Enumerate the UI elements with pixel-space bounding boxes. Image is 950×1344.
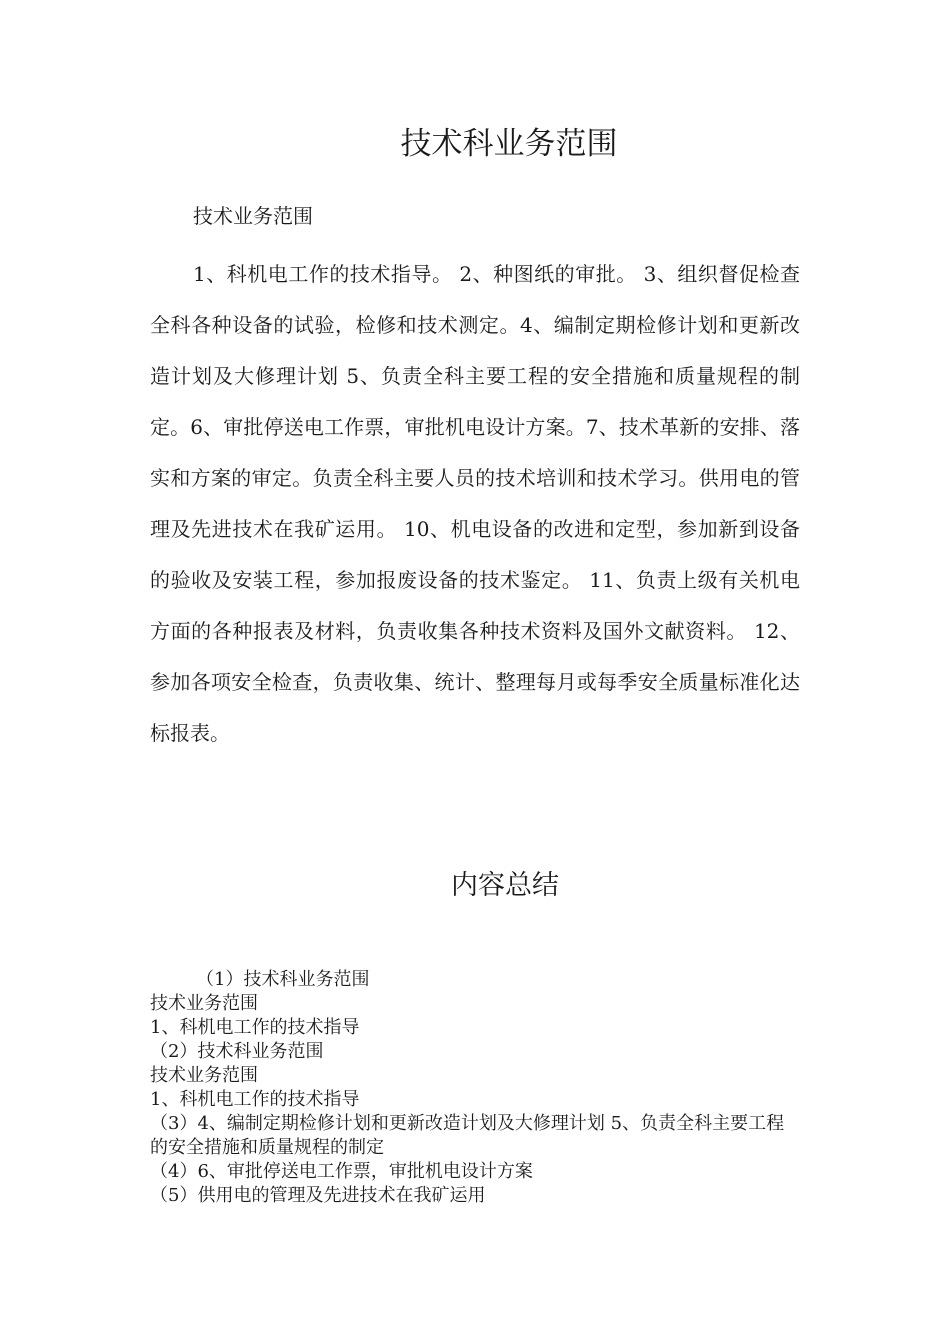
summary-line: （1）技术科业务范围 [196, 969, 370, 990]
summary-title: 内容总结 [451, 870, 559, 901]
summary-line: （5）供用电的管理及先进技术在我矿运用 [150, 1185, 486, 1206]
document-body: 1、科机电工作的技术指导。 2、种图纸的审批。 3、组织督促检查全科各种设备的试验，检修和技术测定。4、编制定期检修计划和更新改造计划及大修理计划 5、负责全科主要工程的安全措施和质量规程的制定。6、审批停送电工作票，审批机电设计方案。7、技术革新的安排、落实和方案的审定。负责全科主要人员的技术培训和技术学习。供用电的管理及先进技术在我矿运用。 10、机电设备的改进和定型，参加新到设备的验收及安装工程，参加报废设备的技术鉴定。 11、负责上级有关机电方面的各种报表及材料，负责收集各种技术资料及国外文献资料。 12、参加各项安全检查，负责收集、统计、整理每月或每季安全质量标准化达标报表。 [150, 262, 800, 745]
summary-line: 技术业务范围 [150, 1065, 258, 1086]
summary-line: （2）技术科业务范围 [150, 1041, 324, 1062]
document-title: 技术科业务范围 [400, 126, 618, 162]
summary-line: （3）4、编制定期检修计划和更新改造计划及大修理计划 5、负责全科主要工程的安全措施和质量规程的制定 [150, 1113, 785, 1158]
document-subtitle: 技术业务范围 [193, 204, 313, 228]
summary-line: 1、科机电工作的技术指导 [150, 1089, 360, 1110]
summary-line: （4）6、审批停送电工作票，审批机电设计方案 [150, 1161, 533, 1182]
summary-line: 1、科机电工作的技术指导 [150, 1017, 360, 1038]
summary-line: 技术业务范围 [150, 993, 258, 1014]
summary-list [150, 968, 790, 1208]
